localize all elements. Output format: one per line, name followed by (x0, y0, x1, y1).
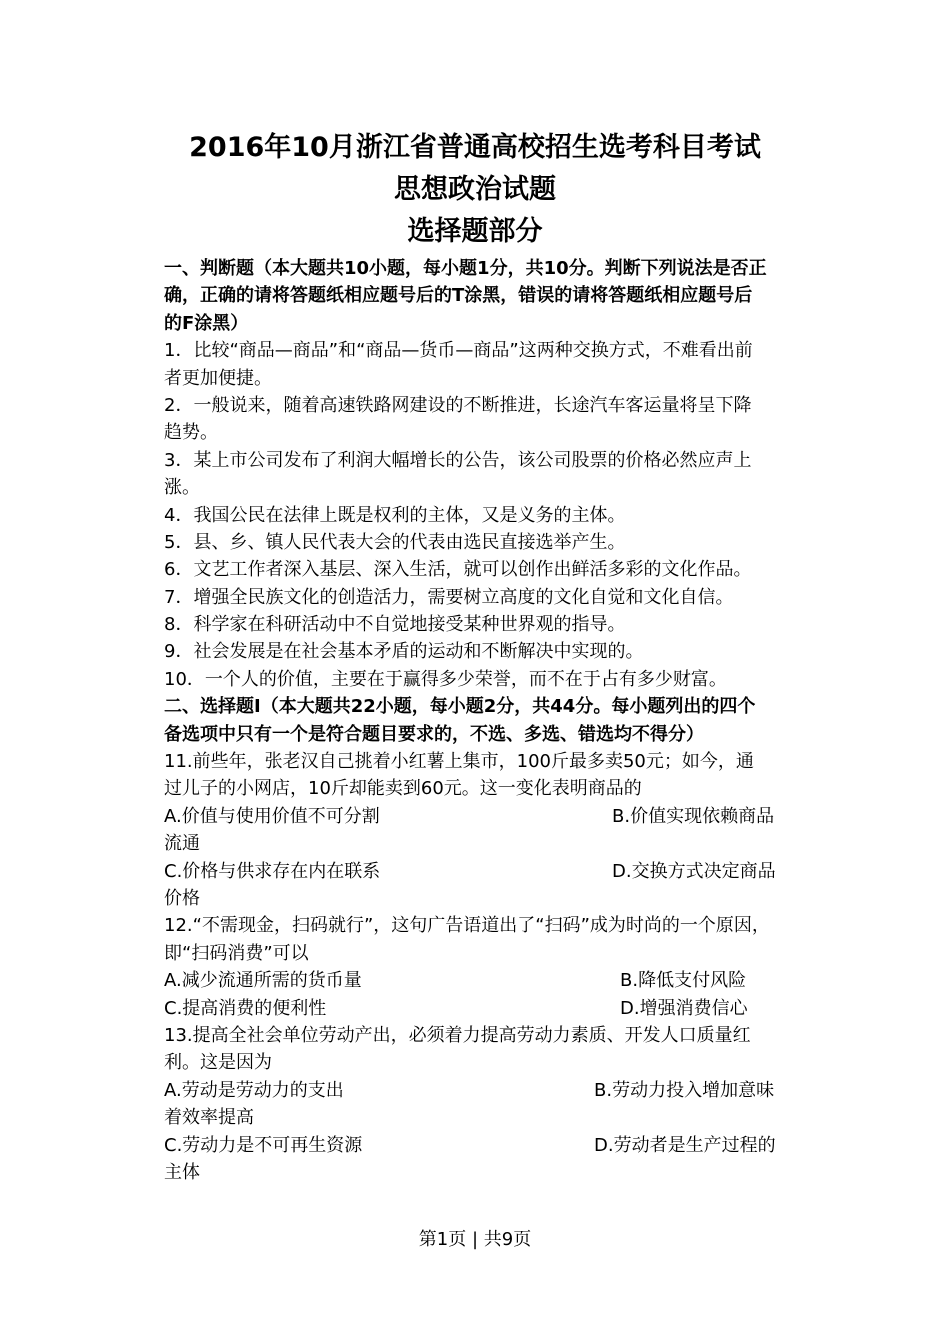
question-10: 10．一个人的价值，主要在于赢得多少荣誉，而不在于占有多少财富。 (164, 668, 727, 690)
option-a: A.价值与使用价值不可分割 (164, 805, 380, 827)
question-5: 5．县、乡、镇人民代表大会的代表由选民直接选举产生。 (164, 531, 626, 553)
question-13-options-row (164, 1132, 794, 1159)
question-12-options-row (164, 995, 794, 1022)
option-b: B.劳动力投入增加意味 (594, 1079, 775, 1101)
exam-content (164, 255, 794, 1186)
option-b: B.降低支付风险 (620, 970, 747, 992)
exam-title: 2016年10月浙江省普通高校招生选考科目考试 (189, 132, 761, 163)
question-13-options-row (164, 1077, 794, 1104)
option-c: C.提高消费的便利性 (164, 997, 327, 1019)
option-d-continued: 价格 (164, 887, 200, 909)
section-2-heading: 二、选择题Ⅰ（本大题共22小题，每小题2分，共44分。每小题列出的四个 (164, 696, 756, 718)
section-1-heading: 的F涂黑） (164, 312, 249, 334)
question-4: 4．我国公民在法律上既是权利的主体，又是义务的主体。 (164, 504, 626, 526)
option-a: A.劳动是劳动力的支出 (164, 1079, 344, 1101)
question-3: 涨。 (164, 477, 200, 499)
question-2: 趋势。 (164, 422, 218, 444)
option-d: D.增强消费信心 (620, 997, 748, 1019)
question-9: 9．社会发展是在社会基本矛盾的运动和不断解决中实现的。 (164, 641, 644, 663)
question-12-stem: 12.“不需现金，扫码就行”，这句广告语道出了“扫码”成为时尚的一个原因， (164, 915, 770, 937)
page-footer: 第1页 | 共9页 (418, 1229, 532, 1250)
option-d-continued: 主体 (164, 1161, 200, 1183)
question-7: 7．增强全民族文化的创造活力，需要树立高度的文化自觉和文化自信。 (164, 586, 734, 608)
question-13-stem: 13.提高全社会单位劳动产出，必须着力提高劳动力素质、开发人口质量红 (164, 1024, 751, 1046)
option-d: D.劳动者是生产过程的 (594, 1134, 776, 1156)
section-1-heading: 确，正确的请将答题纸相应题号后的T涂黑，错误的请将答题纸相应题号后 (164, 285, 753, 307)
question-1: 1．比较“商品—商品”和“商品—货币—商品”这两种交换方式，不难看出前 (164, 340, 753, 362)
question-13-stem: 利。这是因为 (164, 1052, 272, 1074)
section-1 (164, 255, 794, 693)
question-2: 2．一般说来，随着高速铁路网建设的不断推进，长途汽车客运量将呈下降 (164, 394, 752, 416)
question-11-options-row (164, 858, 794, 885)
subject-title: 思想政治试题 (394, 174, 556, 205)
question-6: 6．文艺工作者深入基层、深入生活，就可以创作出鲜活多彩的文化作品。 (164, 559, 752, 581)
option-d: D.交换方式决定商品 (612, 860, 776, 882)
section-2-heading: 备选项中只有一个是符合题目要求的，不选、多选、错选均不得分） (164, 723, 704, 745)
question-1: 者更加便捷。 (164, 367, 272, 389)
option-c: C.劳动力是不可再生资源 (164, 1134, 363, 1156)
question-11-options-row (164, 803, 794, 830)
question-8: 8．科学家在科研活动中不自觉地接受某种世界观的指导。 (164, 614, 626, 636)
section-1-heading: 一、判断题（本大题共10小题，每小题1分，共10分。判断下列说法是否正 (164, 258, 767, 279)
question-11-stem: 过儿子的小网店，10斤却能卖到60元。这一变化表明商品的 (164, 778, 642, 800)
question-11-stem: 11.前些年，张老汉自己挑着小红薯上集市，100斤最多卖50元；如今，通 (164, 751, 754, 773)
option-a: A.减少流通所需的货币量 (164, 970, 362, 992)
question-12-options-row (164, 967, 794, 994)
option-b-continued: 着效率提高 (164, 1107, 254, 1129)
part-title: 选择题部分 (407, 216, 543, 247)
question-12-stem: 即“扫码消费”可以 (164, 942, 309, 964)
section-2 (164, 693, 794, 1186)
option-b-continued: 流通 (164, 833, 200, 855)
question-3: 3．某上市公司发布了利润大幅增长的公告，该公司股票的价格必然应声上 (164, 449, 752, 471)
option-b: B.价值实现依赖商品 (612, 805, 775, 827)
option-c: C.价格与供求存在内在联系 (164, 860, 381, 882)
